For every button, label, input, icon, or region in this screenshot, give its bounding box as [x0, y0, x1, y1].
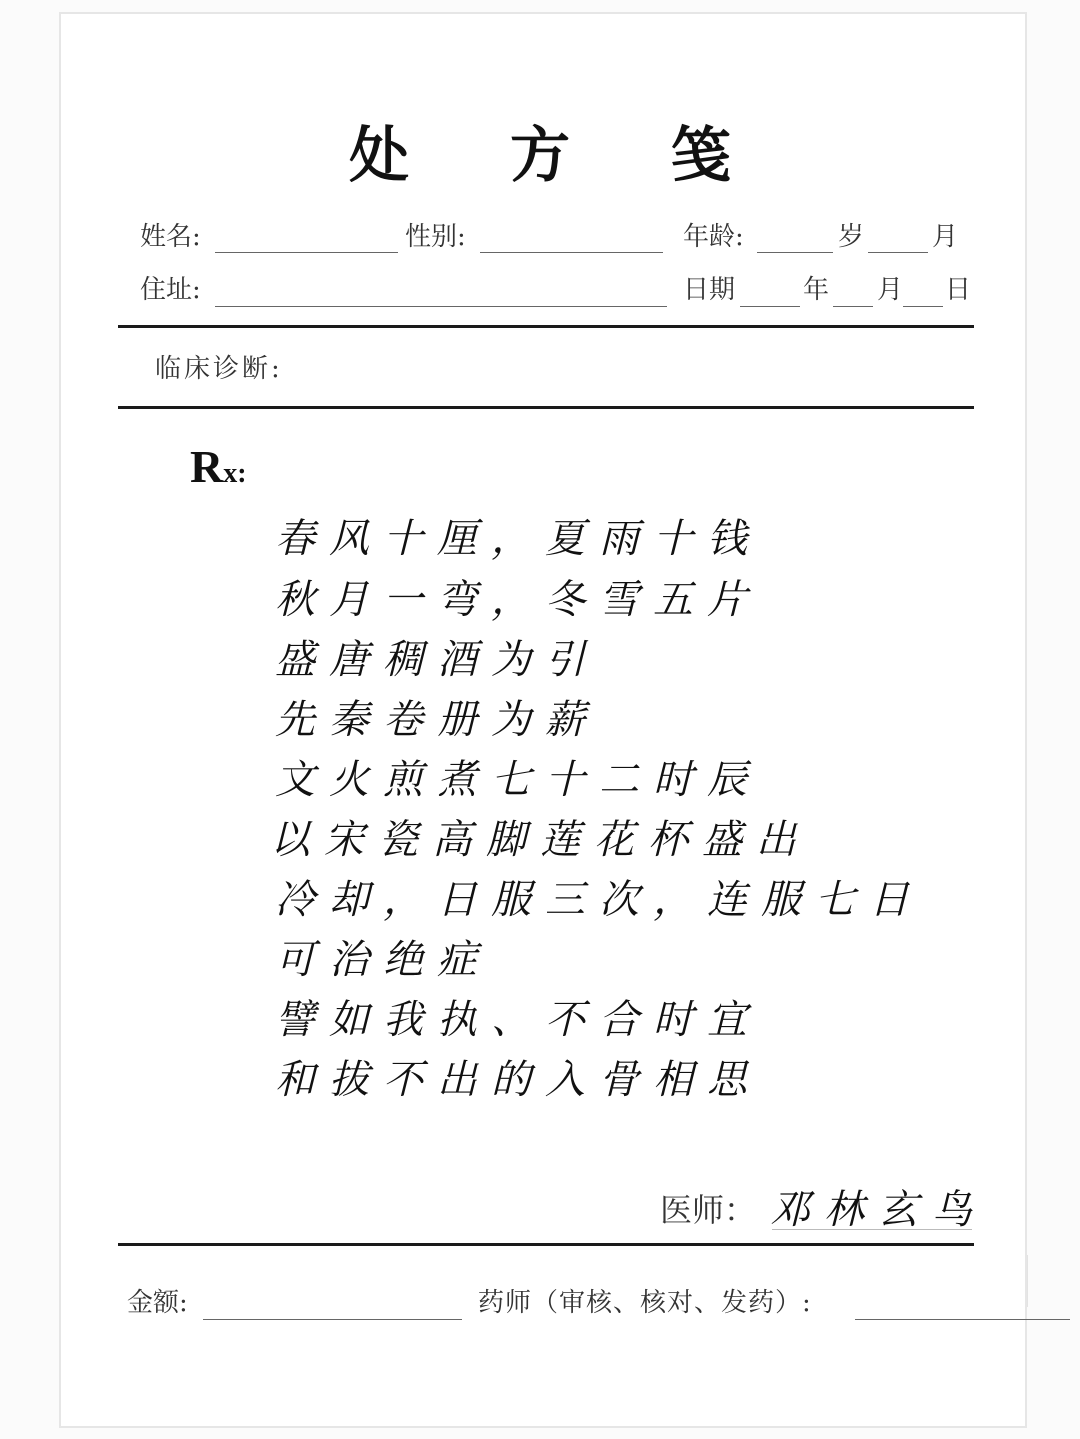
date-day-unit: 日 [945, 275, 972, 305]
date-month-field[interactable] [833, 306, 873, 307]
page-edge-line [1027, 1255, 1028, 1307]
prescription-line: 冷却，日服三次，连服七日 [275, 877, 923, 923]
rx-colon: : [237, 458, 247, 489]
diagnosis-label: 临床诊断: [155, 354, 283, 384]
date-year-field[interactable] [740, 306, 800, 307]
divider-header [118, 325, 974, 328]
name-field[interactable] [215, 252, 398, 253]
prescription-line: 盛唐稠酒为引 [275, 637, 599, 683]
prescription-line: 先秦卷册为薪 [275, 697, 599, 743]
divider-diagnosis [118, 406, 974, 409]
amount-field[interactable] [203, 1319, 462, 1320]
doctor-label: 医师： [660, 1191, 757, 1229]
name-label: 姓名: [140, 222, 201, 252]
prescription-line: 春风十厘，夏雨十钱 [275, 516, 761, 562]
age-months-field[interactable] [868, 252, 928, 253]
pharmacist-field[interactable] [855, 1319, 1070, 1320]
prescription-line: 譬如我执、不合时宜 [275, 997, 761, 1043]
address-field[interactable] [215, 306, 667, 307]
prescription-line: 秋月一弯，冬雪五片 [275, 577, 761, 623]
divider-footer [118, 1243, 974, 1246]
age-month-unit: 月 [932, 222, 959, 252]
pharmacist-label: 药师（审核、核对、发药）: [478, 1288, 812, 1318]
form-title: 处 方 笺 [349, 121, 771, 191]
date-day-field[interactable] [903, 306, 943, 307]
address-label: 住址: [140, 275, 201, 305]
rx-r: R [190, 441, 224, 492]
gender-field[interactable] [480, 252, 663, 253]
prescription-line: 文火煎煮七十二时辰 [275, 757, 761, 803]
age-year-unit: 岁 [838, 222, 865, 252]
rx-symbol [190, 440, 247, 493]
rx-x: x [223, 458, 238, 489]
prescription-line: 可治绝症 [275, 937, 491, 983]
gender-label: 性别: [405, 222, 466, 252]
date-year-unit: 年 [803, 275, 830, 305]
age-years-field[interactable] [757, 252, 833, 253]
doctor-signature-line[interactable] [772, 1229, 972, 1230]
prescription-line: 以宋瓷高脚莲花杯盛出 [270, 817, 810, 863]
date-month-unit: 月 [877, 275, 904, 305]
age-label: 年龄: [683, 222, 744, 252]
prescription-line: 和拔不出的入骨相思 [275, 1057, 761, 1103]
amount-label: 金额: [127, 1288, 188, 1318]
doctor-signature: 邓林玄鸟 [770, 1187, 986, 1233]
date-label: 日期 [683, 275, 736, 305]
